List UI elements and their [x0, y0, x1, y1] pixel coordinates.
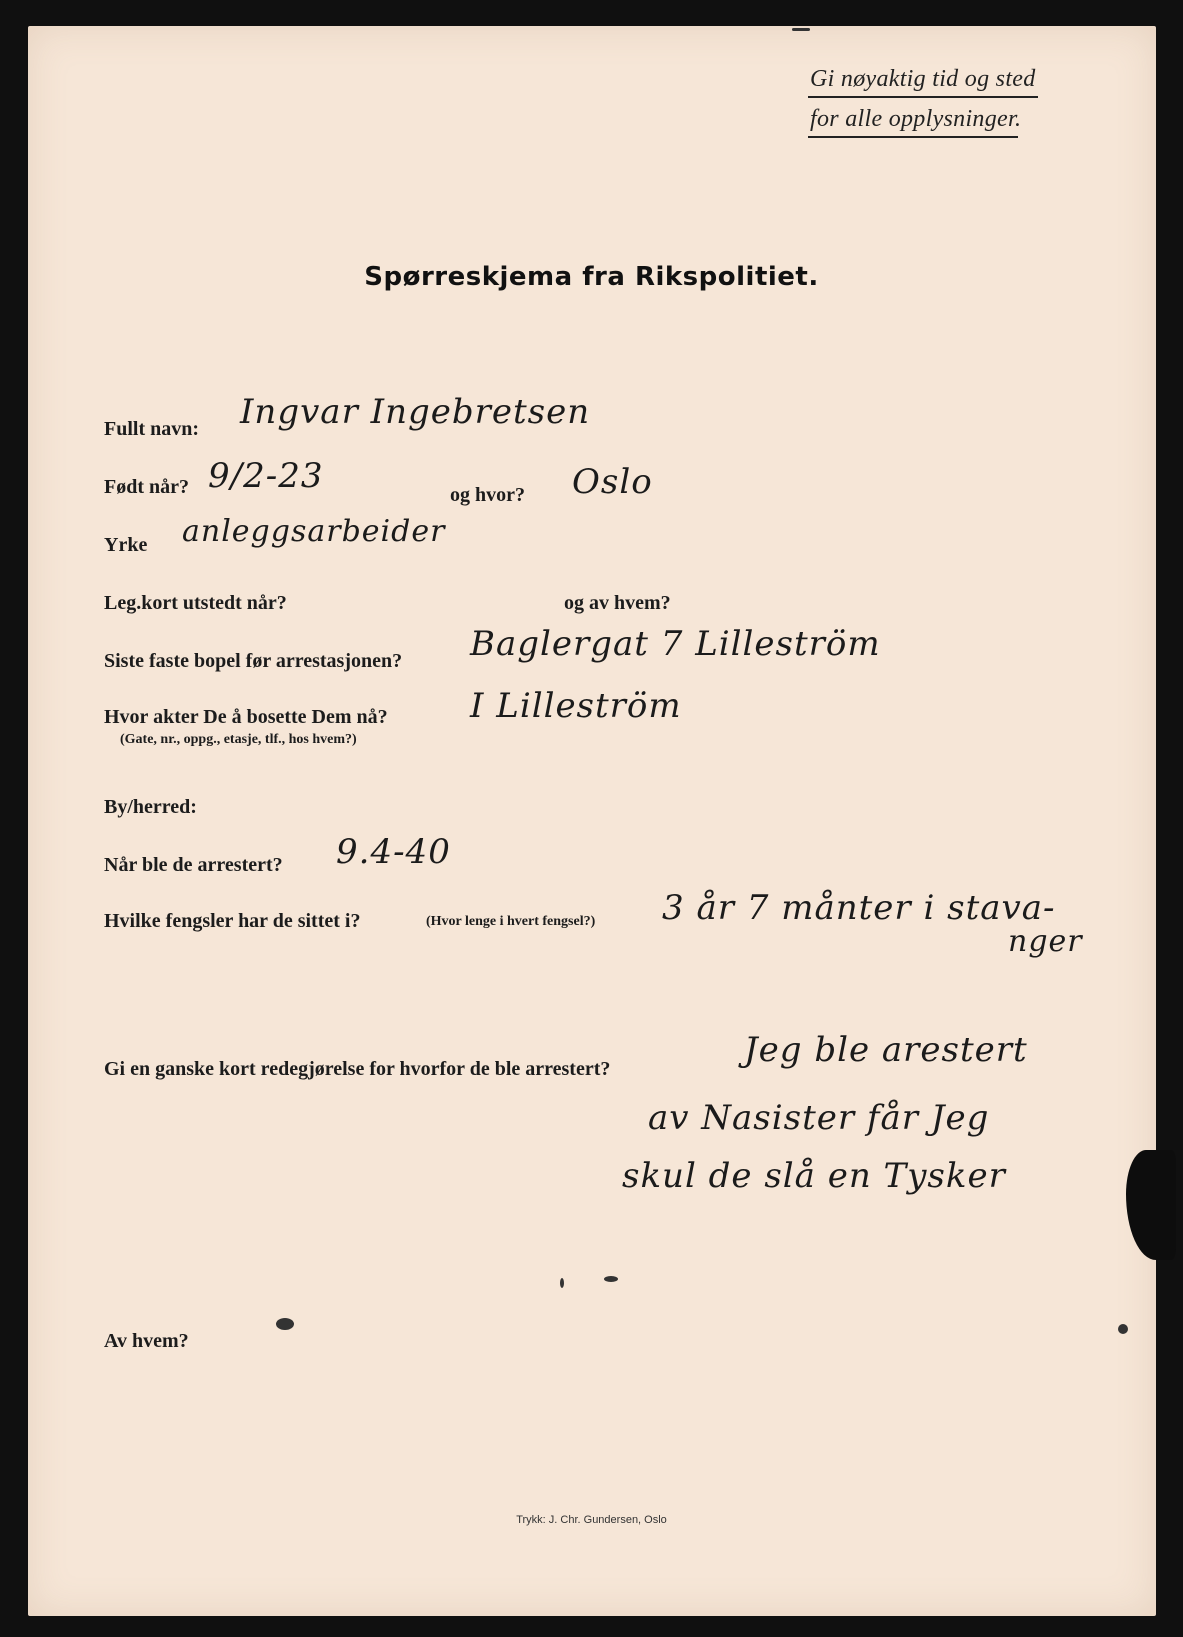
by-whom-label: Av hvem? — [104, 1330, 189, 1352]
ink-speck — [792, 28, 810, 31]
prisons-value-line-1: 3 år 7 månter i stava- — [662, 888, 1056, 928]
prisons-hint: (Hvor lenge i hvert fengsel?) — [426, 914, 596, 929]
born-when-label: Født når? — [104, 476, 189, 498]
form-title: Spørreskjema fra Rikspolitiet. — [364, 262, 819, 292]
reason-value-line-3: skul de slå en Tysker — [622, 1156, 1006, 1196]
full-name-value: Ingvar Ingebretsen — [240, 392, 591, 432]
future-address-hint: (Gate, nr., oppg., etasje, tlf., hos hvem?) — [120, 732, 357, 747]
arrested-when-value: 9.4-40 — [336, 832, 451, 872]
printer-footer: Trykk: J. Chr. Gundersen, Oslo — [516, 1514, 667, 1526]
town-label: By/herred: — [104, 796, 197, 818]
ink-speck — [604, 1276, 618, 1282]
born-when-value: 9/2-23 — [208, 456, 324, 496]
born-where-value: Oslo — [572, 462, 653, 502]
born-where-label: og hvor? — [450, 484, 525, 506]
reason-value-line-2: av Nasister får Jeg — [648, 1098, 990, 1138]
notice-underline-2 — [808, 136, 1018, 138]
prisons-label: Hvilke fengsler har de sittet i? — [104, 910, 361, 932]
id-card-issued-label: Leg.kort utstedt når? — [104, 592, 287, 614]
last-address-value: Baglergat 7 Lilleström — [470, 624, 881, 664]
future-address-label: Hvor akter De å bosette Dem nå? — [104, 706, 388, 728]
notice-line-1: Gi nøyaktig tid og sted — [810, 66, 1036, 92]
full-name-label: Fullt navn: — [104, 418, 200, 440]
future-address-value: I Lilleström — [470, 686, 682, 726]
reason-label: Gi en ganske kort redegjørelse for hvorfor de ble arrestert? — [104, 1058, 611, 1080]
ink-speck — [276, 1318, 294, 1330]
ink-speck — [1118, 1324, 1128, 1334]
last-address-label: Siste faste bopel før arrestasjonen? — [104, 650, 403, 672]
prisons-value-line-2: nger — [1008, 924, 1083, 959]
occupation-value: anleggsarbeider — [182, 514, 446, 549]
ink-speck — [560, 1278, 564, 1288]
arrested-when-label: Når ble de arrestert? — [104, 854, 283, 876]
reason-value-line-1: Jeg ble arestert — [744, 1030, 1028, 1070]
notice-underline-1 — [808, 96, 1038, 98]
occupation-label: Yrke — [104, 534, 148, 556]
notice-line-2: for alle opplysninger. — [810, 106, 1022, 132]
id-card-issuer-label: og av hvem? — [564, 592, 671, 614]
instruction-notice — [780, 58, 1062, 140]
